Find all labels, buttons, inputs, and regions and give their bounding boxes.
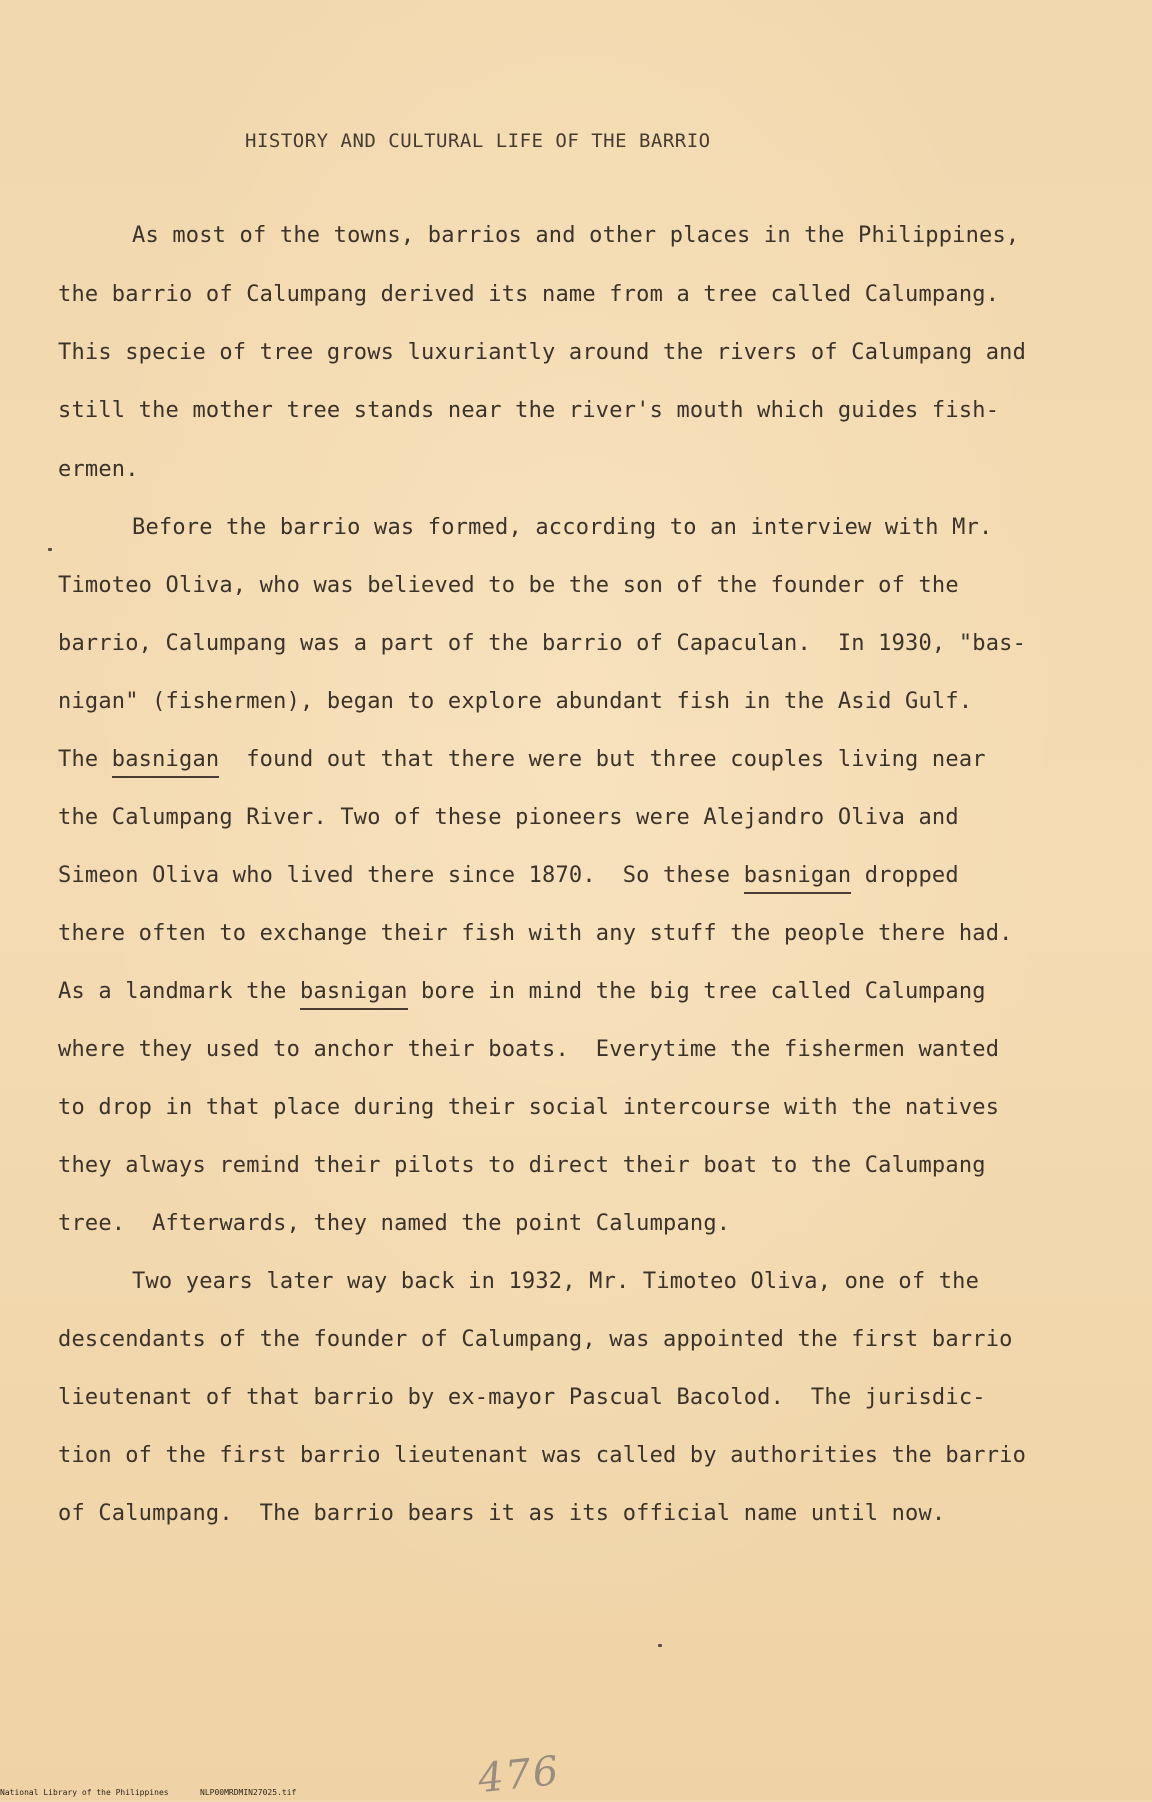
paragraph-2-line-5 <box>58 747 986 772</box>
underlined-basnigan: basnigan <box>743 863 852 888</box>
paragraph-3-line-1: Two years later way back in 1932, Mr. Timoteo Oliva, one of the <box>132 1269 980 1294</box>
line-5-prefix: The <box>58 747 112 772</box>
paragraph-3-line-3: lieutenant of that barrio by ex-mayor Pascual Bacolod. The jurisdic- <box>58 1385 986 1410</box>
paragraph-2-line-1: Before the barrio was formed, according to an interview with Mr. <box>132 515 993 540</box>
paragraph-3-line-4: tion of the first barrio lieutenant was called by authorities the barrio <box>58 1443 1027 1468</box>
paragraph-2-line-8: there often to exchange their fish with any stuff the people there had. <box>58 921 1013 946</box>
paragraph-1-line-3: This specie of tree grows luxuriantly around the rivers of Calumpang and <box>58 340 1027 365</box>
paragraph-2-line-12: they always remind their pilots to direct their boat to the Calumpang <box>58 1153 986 1178</box>
underlined-basnigan: basnigan <box>300 979 408 1004</box>
paragraph-1-line-1: As most of the towns, barrios and other places in the Philippines, <box>132 223 1020 248</box>
line-7-suffix: dropped <box>851 863 959 888</box>
paragraph-2-line-2: Timoteo Oliva, who was believed to be the son of the founder of the <box>58 573 959 598</box>
line-5-suffix: found out that there were but three couples living near <box>219 747 986 772</box>
ink-speck <box>48 548 52 551</box>
paragraph-2-line-13: tree. Afterwards, they named the point Calumpang. <box>58 1211 731 1236</box>
line-9-prefix: As a landmark the <box>58 979 301 1004</box>
paragraph-2-line-3: barrio, Calumpang was a part of the barrio of Capaculan. In 1930, "bas- <box>58 631 1027 656</box>
paragraph-2-line-10: where they used to anchor their boats. Everytime the fishermen wanted <box>58 1037 1000 1062</box>
paragraph-1-line-5: ermen. <box>58 457 139 482</box>
handwritten-page-number: 476 <box>475 1747 563 1802</box>
paragraph-3-line-5: of Calumpang. The barrio bears it as its official name until now. <box>58 1501 946 1526</box>
paragraph-3-line-2: descendants of the founder of Calumpang, was appointed the first barrio <box>58 1327 1013 1352</box>
footer-file-id: NLP00MRDMIN27025.tif <box>200 1788 297 1797</box>
underlined-basnigan: basnigan <box>111 747 220 772</box>
ink-speck <box>658 1644 662 1647</box>
footer-library-name: National Library of the Philippines <box>0 1788 169 1797</box>
paragraph-2-line-11: to drop in that place during their social intercourse with the natives <box>58 1095 1000 1120</box>
paragraph-1-line-4: still the mother tree stands near the river's mouth which guides fish- <box>58 398 1000 423</box>
paragraph-1-line-2: the barrio of Calumpang derived its name from a tree called Calumpang. <box>58 282 1000 307</box>
paragraph-2-line-9 <box>58 979 986 1004</box>
paragraph-2-line-4: nigan" (fishermen), began to explore abundant fish in the Asid Gulf. <box>58 689 973 714</box>
paragraph-2-line-6: the Calumpang River. Two of these pioneers were Alejandro Oliva and <box>58 805 959 830</box>
paragraph-2-line-7 <box>58 863 959 888</box>
document-title: HISTORY AND CULTURAL LIFE OF THE BARRIO <box>245 130 711 152</box>
line-7-prefix: Simeon Oliva who lived there since 1870. So these <box>58 863 744 888</box>
line-9-suffix: bore in mind the big tree called Calumpang <box>407 979 986 1004</box>
